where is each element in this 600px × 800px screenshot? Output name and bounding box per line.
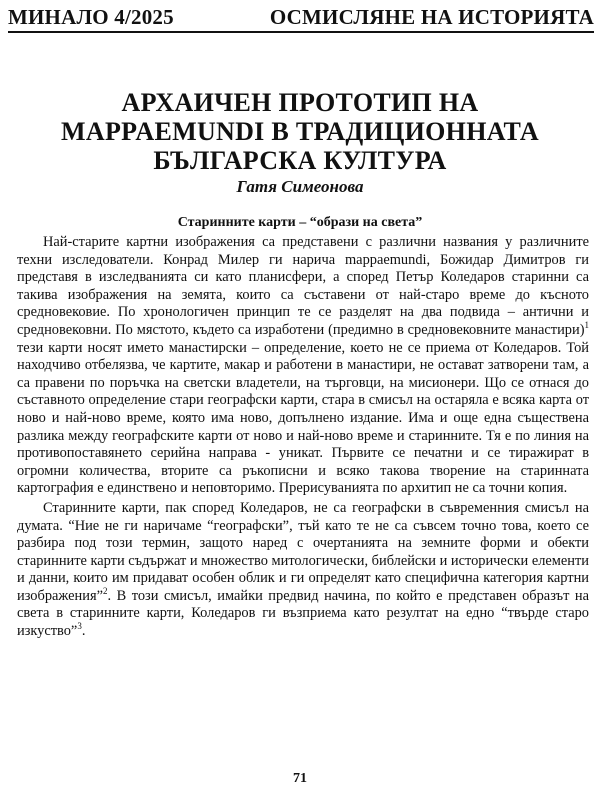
journal-section: ОСМИСЛЯНЕ НА ИСТОРИЯТА bbox=[269, 5, 594, 29]
title-line: БЪЛГАРСКА КУЛТУРА bbox=[153, 146, 447, 175]
body-paragraph bbox=[17, 234, 589, 498]
section-heading: Старинните карти – “образи на света” bbox=[177, 215, 423, 230]
page-number: 71 bbox=[293, 771, 307, 786]
journal-issue: МИНАЛО 4/2025 bbox=[8, 5, 174, 29]
paragraph-text: тези карти носят името манастирски – определение, което не се приема от Коледаров. Той находчиво отбелязва, че картите, макар и работени в манастири, не остават затворени там, а са правени по поръчка на светски владетели, на търговци, на мисионери. Що се отнася до съставното определение стари географски карти, стара в смисъл на остаряла е всяка карта от ново и най-ново време, която има ново, допълнено издание. Има и още една съществена разлика между географските карти от ново и най-ново време и старинните. Тя е по линия на противопоставянето серийна направа - уникат. Първите се печатни и се тиражират в огромни количества, вторите са ръкописни и всяко такова творение на старинната картография е единствено и неповторимо. Прерисуванията по архитип не са точни копия. bbox=[17, 339, 589, 497]
footnote-ref: 1 bbox=[584, 320, 589, 331]
running-header bbox=[8, 2, 594, 30]
article-author: Гатя Симеонова bbox=[236, 177, 364, 196]
paragraph-text: Най-старите картни изображения са представени с различни названия у различните техни изследователи. Конрад Милер ги нарича mappaemundi, Божидар Димитров ги представя в изследванията си като планисфери, а според Петър Коледаров старинни са такива изображения на земята, които са съставени от най-старо време до късното средновековие. По хронологичен принцип те се разделят на два подвида – антични и средновековни. По мястото, където са изработени (предимно в средновековните манастири) bbox=[17, 234, 589, 338]
title-line: АРХАИЧЕН ПРОТОТИП НА bbox=[121, 88, 479, 117]
paragraph-text: . В този смисъл, имайки предвид начина, по който е представен образът на света в старинните карти, Коледаров ги възприема като резултат на едно “твърде старо изкуство” bbox=[17, 587, 589, 640]
header-rule bbox=[8, 31, 594, 33]
paragraph-text: Старинните карти, пак според Коледаров, не са географски в съвременния смисъл на думата. “Ние не ги наричаме “географски”, тъй като те не са съвсем точно това, което се разбира под този термин, защото наред с очертанията на земните форми и обекти старинните карти съдържат и множество митологически, библейски и исторически елементи и данни, които им придават особен облик и ги определят като специфична категория картни изображения” bbox=[17, 499, 589, 604]
article-body bbox=[17, 234, 589, 641]
paragraph-text: . bbox=[81, 623, 86, 640]
body-paragraph bbox=[17, 500, 589, 641]
title-line: MAPPAEMUNDI В ТРАДИЦИОННАТА bbox=[61, 117, 539, 146]
footnote-ref: 2 bbox=[102, 586, 108, 597]
footnote-ref: 3 bbox=[77, 621, 82, 632]
article-title bbox=[30, 88, 570, 175]
